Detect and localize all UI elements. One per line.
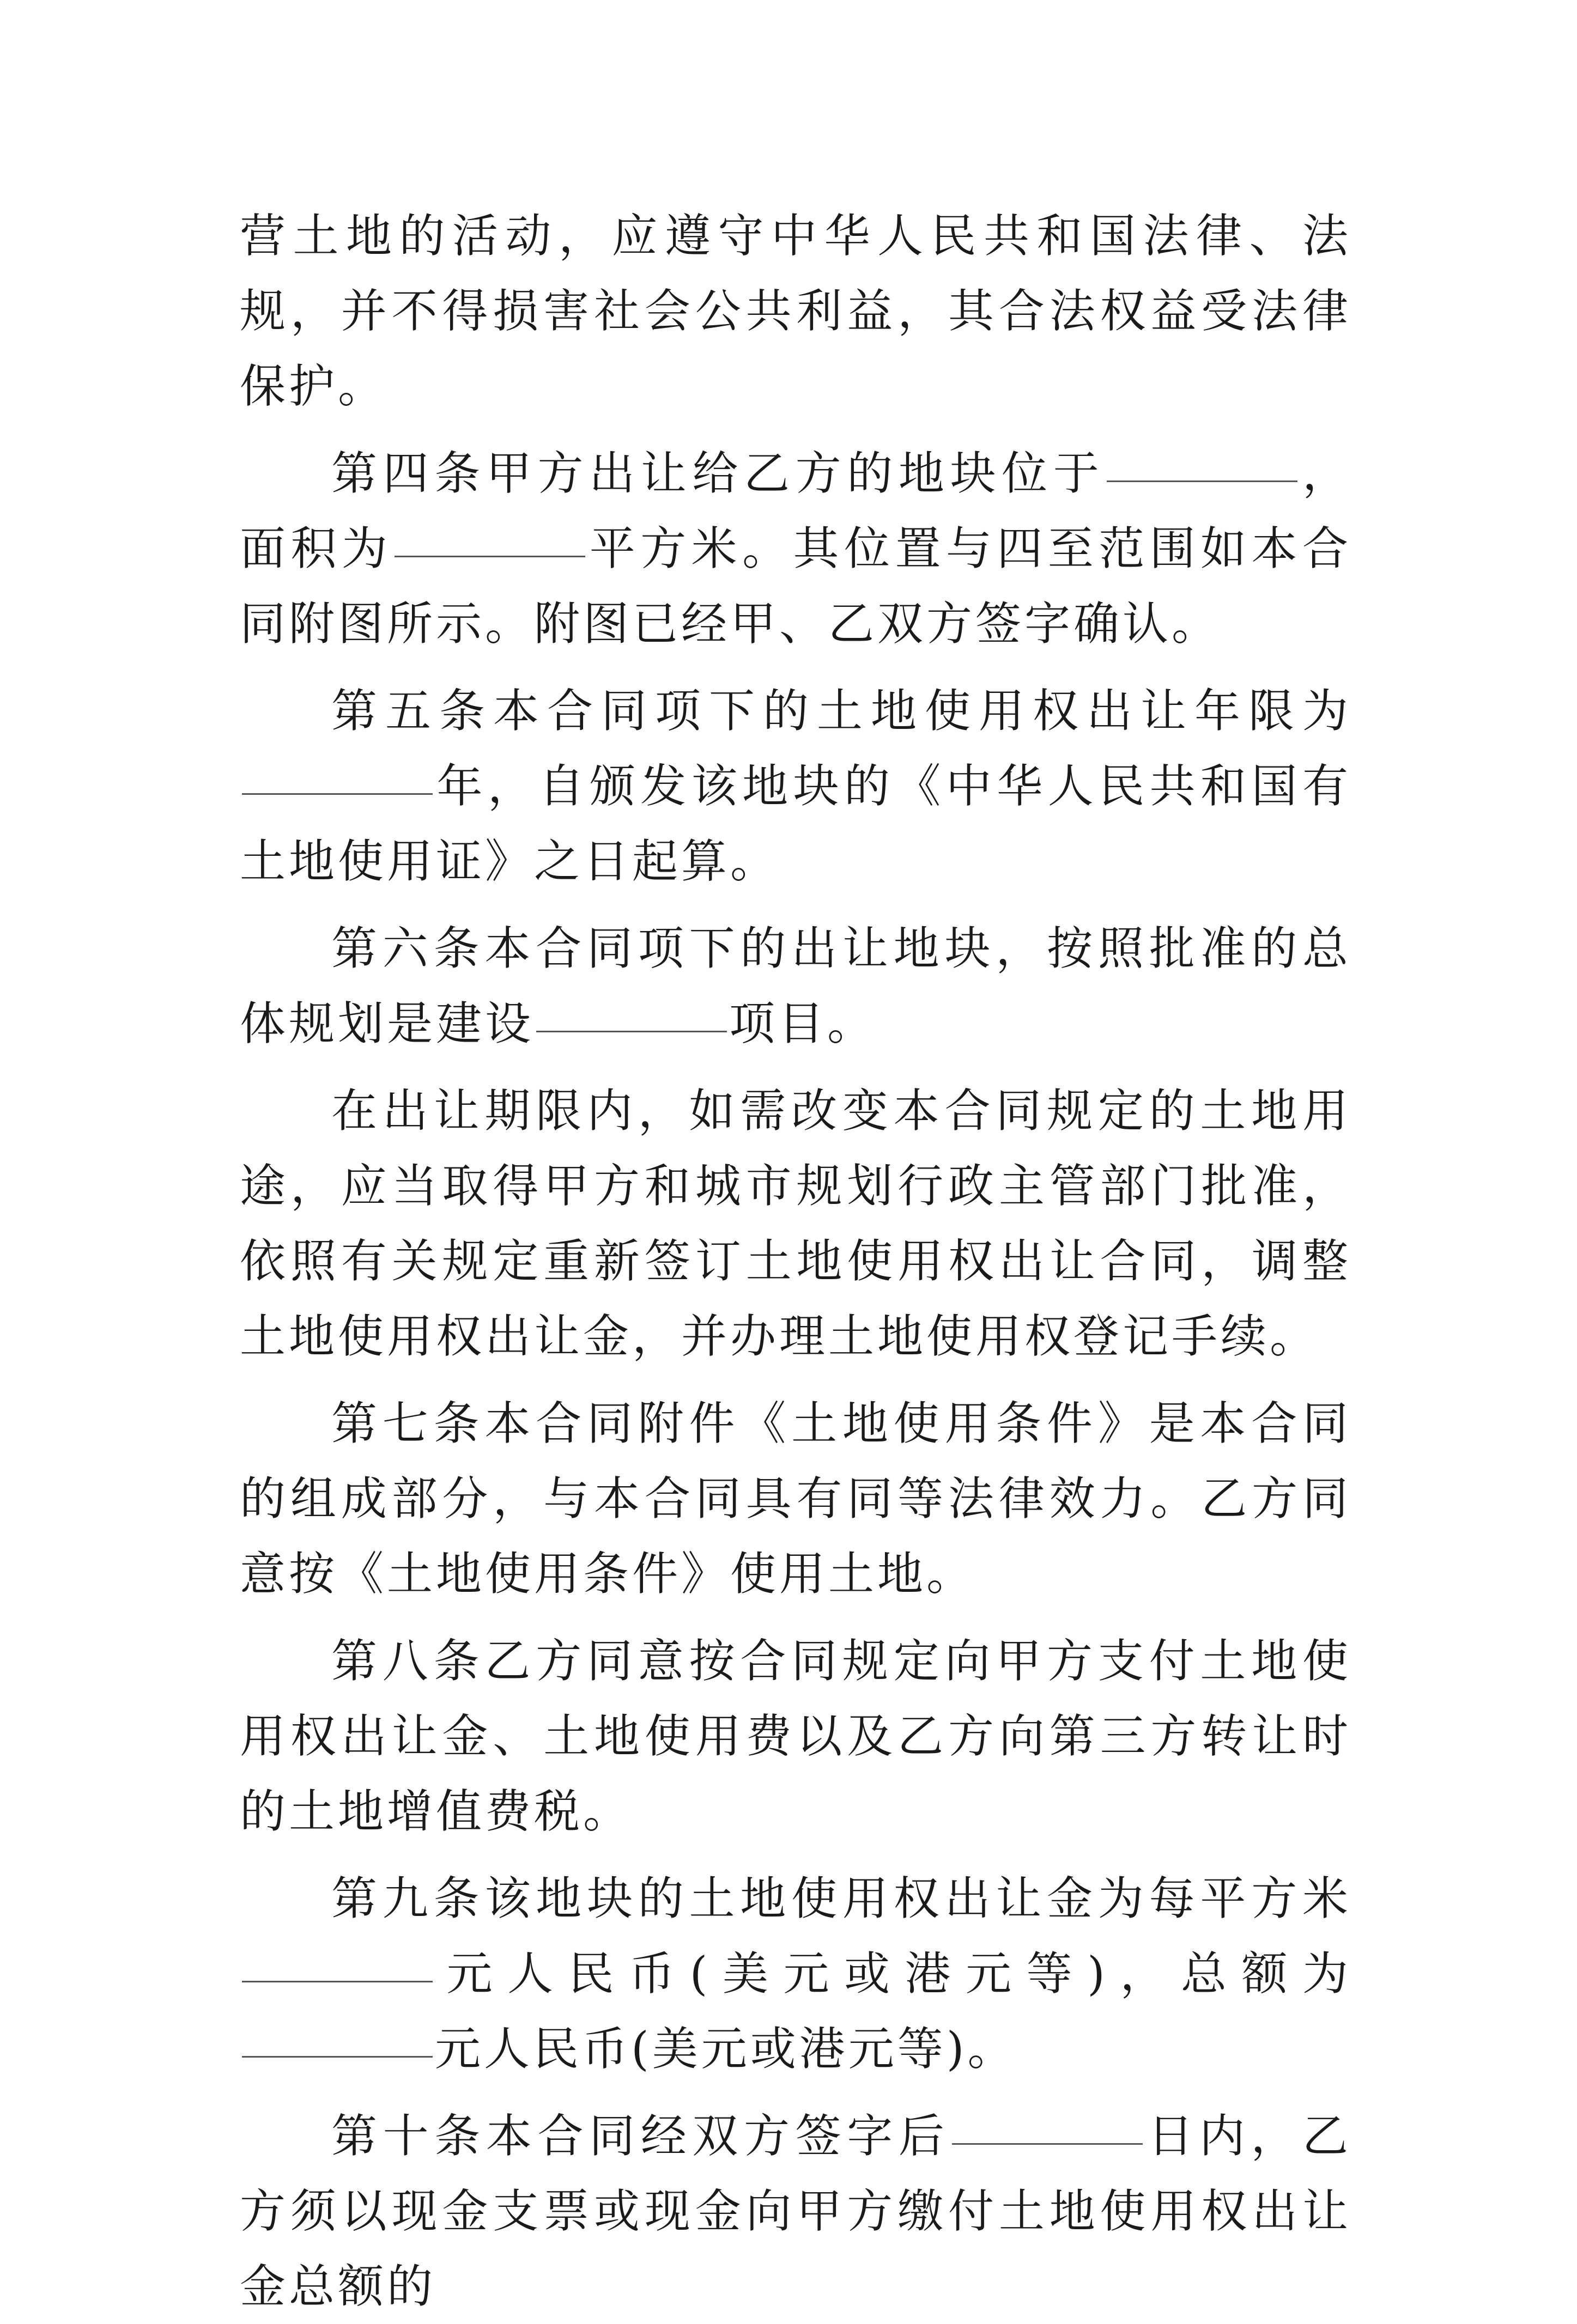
article-9-paragraph xyxy=(240,1861,1351,2086)
article-5-paragraph xyxy=(240,673,1351,899)
paragraph-text: 第九条该地块的土地使用权出让金为每平方米 xyxy=(331,1872,1351,1925)
fill-in-blank xyxy=(395,555,585,557)
paragraph-text: 第四条甲方出让给乙方的地块位于 xyxy=(331,447,1105,500)
paragraph-text: 第十条本合同经双方签字后 xyxy=(331,2109,950,2163)
paragraph-text: 元人民币(美元或港元等)。 xyxy=(435,2022,1017,2076)
paragraph-text: 营土地的活动，应遵守中华人民共和国法律、法规，并不得损害社会公共利益，其合法权益受法律保护。 xyxy=(240,209,1351,413)
fill-in-blank xyxy=(242,793,433,795)
article-6-continuation-paragraph xyxy=(240,1073,1351,1374)
fill-in-blank xyxy=(536,1030,727,1032)
fill-in-blank xyxy=(1107,480,1297,482)
paragraph-text: 第七条本合同附件《土地使用条件》是本合同的组成部分，与本合同具有同等法律效力。乙方同意按《土地使用条件》使用土地。 xyxy=(240,1397,1351,1601)
article-4-paragraph xyxy=(240,436,1351,661)
article-6-paragraph xyxy=(240,911,1351,1061)
paragraph-text: 年，自颁发该地块的《中华人民共和国有土地使用证》之日起算。 xyxy=(240,759,1351,888)
fill-in-blank xyxy=(242,1980,433,1982)
paragraph-text: 在出让期限内，如需改变本合同规定的土地用途，应当取得甲方和城市规划行政主管部门批准，依照有关规定重新签订土地使用权出让合同，调整土地使用权出让金，并办理土地使用权登记手续。 xyxy=(240,1084,1351,1363)
article-7-paragraph xyxy=(240,1386,1351,1611)
paragraph-text: ，面积为 xyxy=(240,447,1351,575)
paragraph-text: 日内，乙方须以现金支票或现金向甲方缴付土地使用权出让金总额的 xyxy=(240,2109,1351,2313)
fill-in-blank xyxy=(952,2143,1143,2145)
paragraph-text: 第五条本合同项下的土地使用权出让年限为 xyxy=(331,684,1351,738)
article-10-paragraph xyxy=(240,2098,1351,2324)
paragraph-text: 平方米。其位置与四至范围如本合同附图所示。附图已经甲、乙双方签字确认。 xyxy=(240,522,1351,650)
paragraph-text: 第六条本合同项下的出让地块，按照批准的总体规划是建设 xyxy=(240,922,1351,1050)
contract-body xyxy=(240,198,1351,2324)
article-8-paragraph xyxy=(240,1623,1351,1849)
paragraph-text: 第八条乙方同意按合同规定向甲方支付土地使用权出让金、土地使用费以及乙方向第三方转让时的土地增值费税。 xyxy=(240,1634,1351,1838)
paragraph-continued xyxy=(240,198,1351,424)
paragraph-text: 项目。 xyxy=(729,997,877,1050)
paragraph-text: 元人民币(美元或港元等)，总额为 xyxy=(435,1947,1351,2000)
fill-in-blank xyxy=(242,2055,433,2058)
